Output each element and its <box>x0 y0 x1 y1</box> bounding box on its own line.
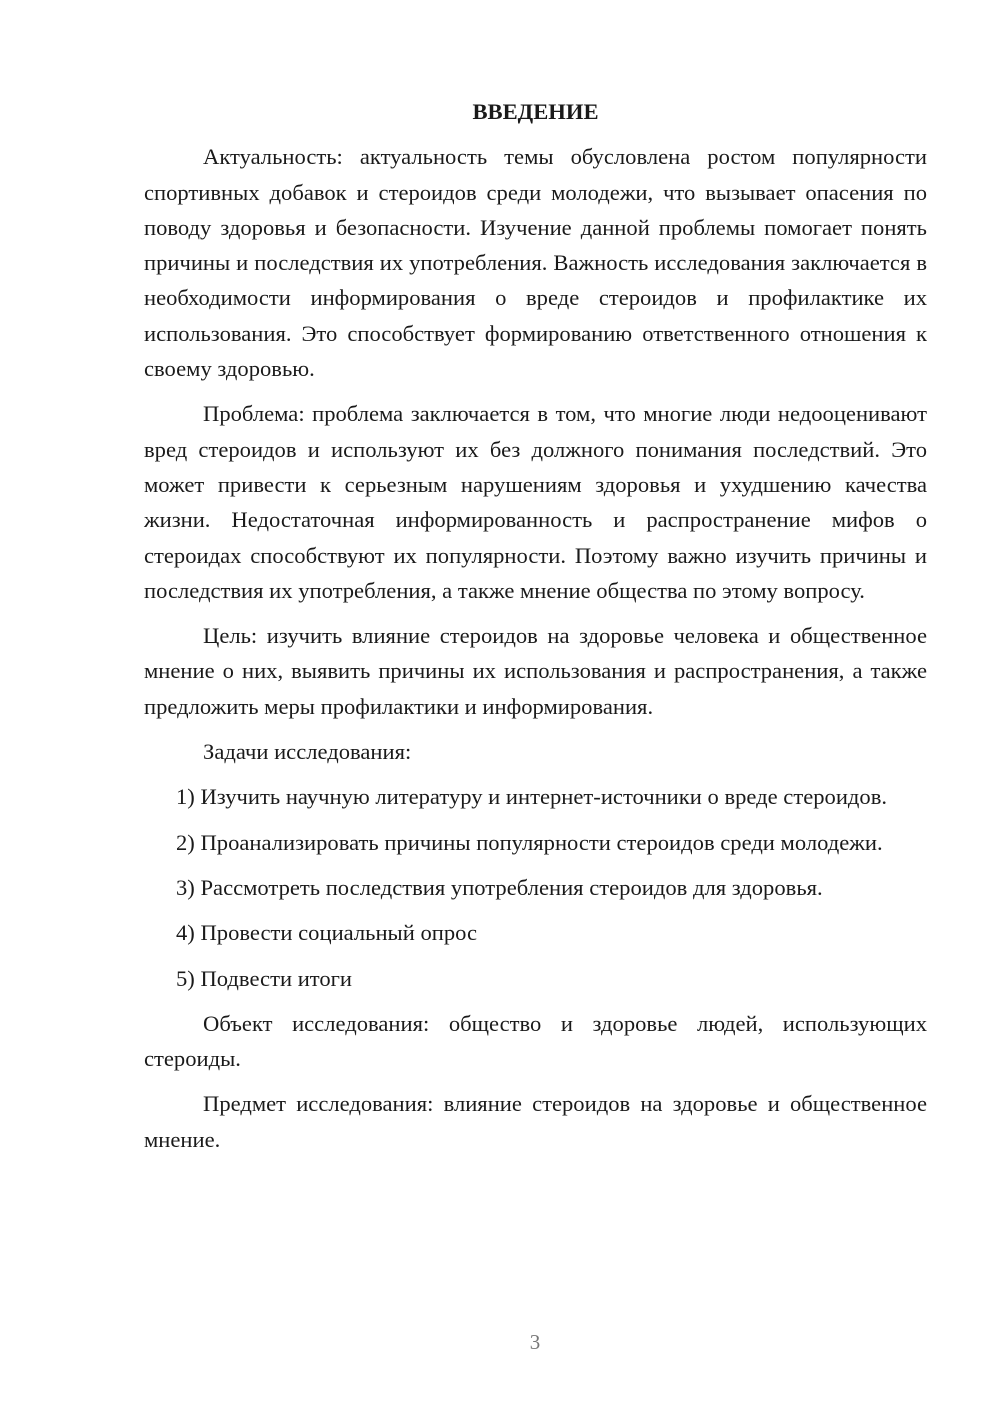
task-item-2: 2) Проанализировать причины популярности стероидов среди молодежи. <box>176 829 883 855</box>
page-title: ВВЕДЕНИЕ <box>472 99 599 124</box>
tasks-heading: Задачи исследования: <box>203 739 412 765</box>
goal-paragraph: Цель: изучить влияние стероидов на здоровье человека и общественное мнение о них, выявить причины их использования и распространения, а также предложить меры профилактики и информирования. <box>144 623 927 719</box>
subject-paragraph: Предмет исследования: влияние стероидов на здоровье и общественное мнение. <box>144 1091 927 1152</box>
problem-paragraph: Проблема: проблема заключается в том, что многие люди недооценивают вред стероидов и используют их без должного понимания последствий. Это может привести к серьезным нарушениям здоровья и ухудшению качества жизни. Недостаточная информированность и распространение мифов о стероидах способствуют их популярности. Поэтому важно изучить причины и последствия их употребления, а также мнение общества по этому вопросу. <box>144 401 927 603</box>
task-item-3: 3) Рассмотреть последствия употребления стероидов для здоровья. <box>176 874 823 900</box>
task-item-5: 5) Подвести итоги <box>176 965 353 991</box>
object-paragraph: Объект исследования: общество и здоровье людей, использующих стероиды. <box>144 1010 927 1072</box>
task-item-4: 4) Провести социальный опрос <box>176 920 478 946</box>
page-content <box>144 94 927 1167</box>
task-item-1: 1) Изучить научную литературу и интернет-источники о вреде стероидов. <box>176 784 888 810</box>
relevance-paragraph: Актуальность: актуальность темы обусловлена ростом популярности спортивных добавок и стероидов среди молодежи, что вызывает опасения по поводу здоровья и безопасности. Изучение данной проблемы помогает понять причины и последствия их употребления. Важность исследования заключается в необходимости информирования о вреде стероидов и профилактике их использования. Это способствует формированию ответственного отношения к своему здоровью. <box>144 144 927 382</box>
page-number: 3 <box>529 1330 541 1354</box>
